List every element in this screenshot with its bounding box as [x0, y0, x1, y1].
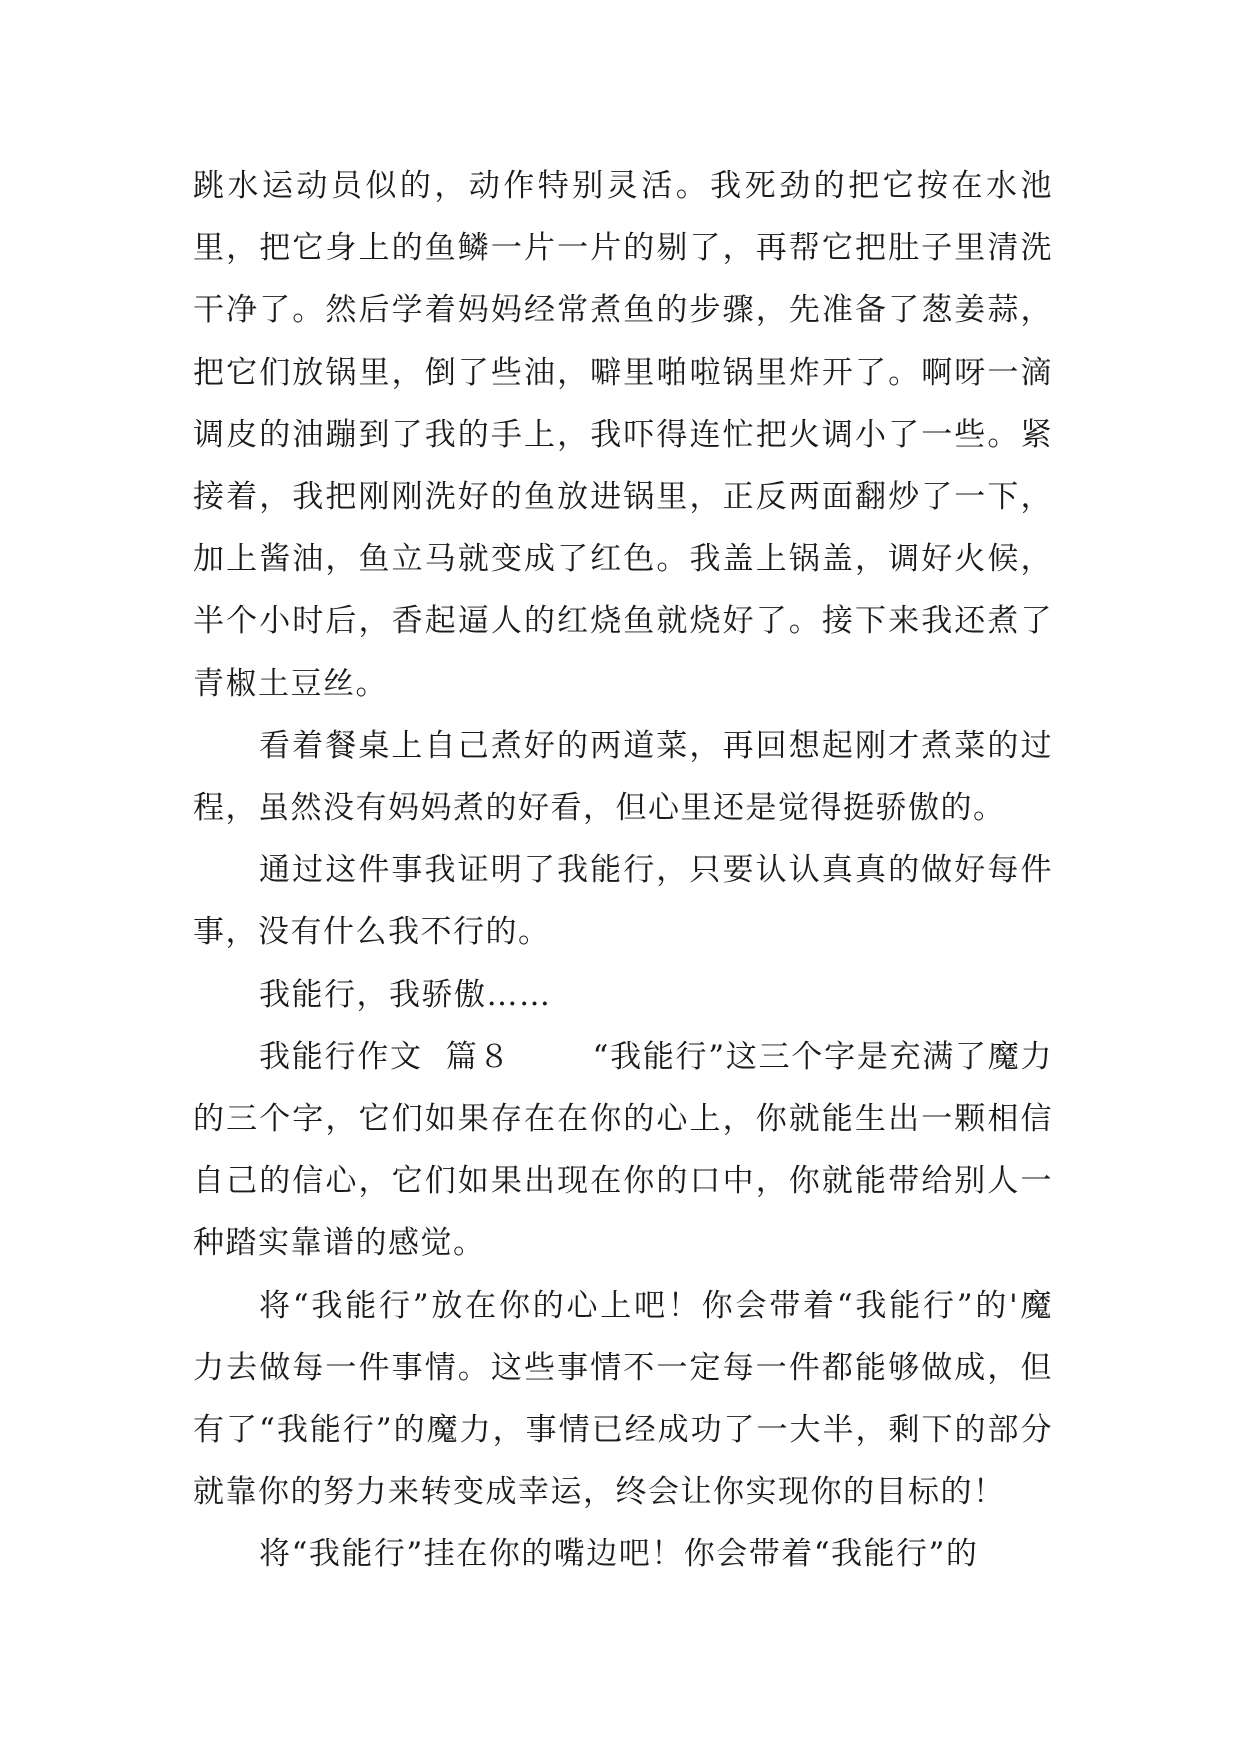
section-title: 我能行作文 — [259, 1038, 423, 1075]
paragraph-2: 看着餐桌上自己煮好的两道菜，再回想起刚才煮菜的过程，虽然没有妈妈煮的好看，但心里还是觉得挺骄傲的。 — [193, 727, 1053, 827]
section-paragraph-1: “我能行”这三个字是充满了魔力的三个字，它们如果存在在你的心上，你就能生出一颗相信自己的信心，它们如果出现在你的口中，你就能带给别人一种踏实靠谱的感觉。 — [193, 1038, 1054, 1262]
document-body — [193, 155, 1053, 1586]
section-heading-paragraph — [193, 1026, 1053, 1275]
section-label: 篇８ — [445, 1038, 512, 1075]
section-paragraph-3: 将“我能行”挂在你的嘴边吧！你会带着“我能行”的 — [259, 1536, 979, 1573]
section-paragraph-2: 将“我能行”放在你的心上吧！你会带着“我能行”的'魔力去做每一件事情。这些事情不一定每一件都能够做成，但有了“我能行”的魔力，事情已经成功了一大半，剩下的部分就靠你的努力来转变成幸运，终会让你实现你的目标的！ — [193, 1287, 1053, 1511]
paragraph-3: 通过这件事我证明了我能行，只要认认真真的做好每件事，没有什么我不行的。 — [193, 852, 1053, 951]
paragraph-4: 我能行，我骄傲…… — [259, 976, 552, 1013]
paragraph-1: 跳水运动员似的，动作特别灵活。我死劲的把它按在水池里，把它身上的鱼鳞一片一片的剔了，再帮它把肚子里清洗干净了。然后学着妈妈经常煮鱼的步骤，先准备了葱姜蒜，把它们放锅里，倒了些油，噼里啪啦锅里炸开了。啊呀一滴调皮的油蹦到了我的手上，我吓得连忙把火调小了一些。紧接着，我把刚刚洗好的鱼放进锅里，正反两面翻炒了一下，加上酱油，鱼立马就变成了红色。我盖上锅盖，调好火候，半个小时后，香起逼人的红烧鱼就烧好了。接下来我还煮了青椒土豆丝。 — [193, 168, 1053, 702]
